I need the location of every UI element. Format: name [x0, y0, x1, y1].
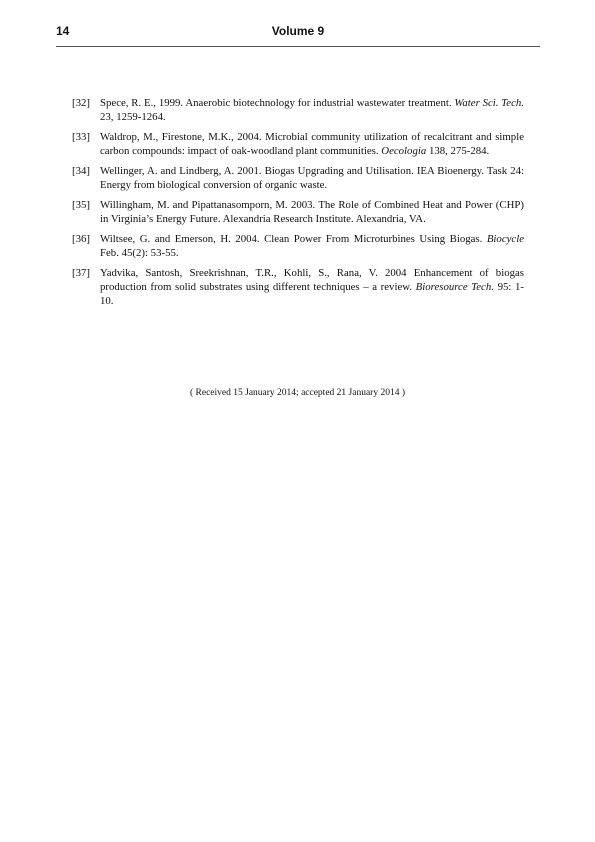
reference-number: [32]: [72, 97, 90, 109]
reference-text: [100, 198, 524, 226]
reference-item: [72, 198, 524, 226]
page-number: 14: [56, 24, 70, 38]
reference-segment: Wiltsee, G. and Emerson, H. 2004. Clean Power From Microturbines Using Biogas.: [100, 233, 487, 245]
reference-text: [100, 266, 524, 308]
reference-number: [35]: [72, 199, 90, 211]
volume-label: Volume 9: [271, 24, 325, 38]
received-note: ( Received 15 January 2014; accepted 21 January 2014 ): [190, 388, 405, 398]
reference-item: [72, 232, 524, 260]
reference-text: [100, 130, 524, 158]
reference-text: [100, 96, 524, 124]
reference-journal: Biocycle: [486, 233, 524, 245]
reference-item: [72, 266, 524, 308]
reference-segment: Waldrop, M., Firestone, M.K., 2004. Microbial community utilization of recalcitrant and simple carbon compounds: impact of oak-woodland plant communities.: [100, 131, 524, 157]
reference-segment: 23, 1259-1264.: [100, 111, 166, 123]
reference-journal: Oecologia: [381, 145, 427, 157]
reference-item: [72, 130, 524, 158]
reference-segment: Feb. 45(2): 53-55.: [100, 247, 179, 259]
reference-journal: Bioresource Tech.: [415, 281, 494, 293]
page-header: [56, 18, 540, 47]
reference-segment: Willingham, M. and Pipattanasomporn, M. 2003. The Role of Combined Heat and Power (CHP) in Virginia’s Energy Future. Alexandria Research Institute. Alexandria, VA.: [100, 199, 524, 225]
reference-number: [33]: [72, 131, 90, 143]
reference-segment: Wellinger, A. and Lindberg, A. 2001. Biogas Upgrading and Utilisation. IEA Bioenergy. Task 24: Energy from biological conversion of organic waste.: [100, 165, 524, 191]
reference-segment: Spece, R. E., 1999. Anaerobic biotechnology for industrial wastewater treatment.: [100, 97, 455, 109]
reference-text: [100, 164, 524, 192]
reference-segment: 95: 1-10.: [100, 281, 524, 307]
reference-item: [72, 164, 524, 192]
reference-segment: Yadvika, Santosh, Sreekrishnan, T.R., Kohli, S., Rana, V. 2004 Enhancement of biogas production from solid substrates using different techniques – a review.: [100, 267, 524, 293]
reference-item: [72, 96, 524, 124]
reference-list: [72, 96, 524, 314]
reference-journal: Water Sci. Tech.: [454, 97, 524, 109]
reference-number: [34]: [72, 165, 90, 177]
reference-segment: 138, 275-284.: [426, 145, 490, 157]
reference-text: [100, 232, 524, 260]
reference-number: [36]: [72, 233, 90, 245]
reference-number: [37]: [72, 267, 90, 279]
